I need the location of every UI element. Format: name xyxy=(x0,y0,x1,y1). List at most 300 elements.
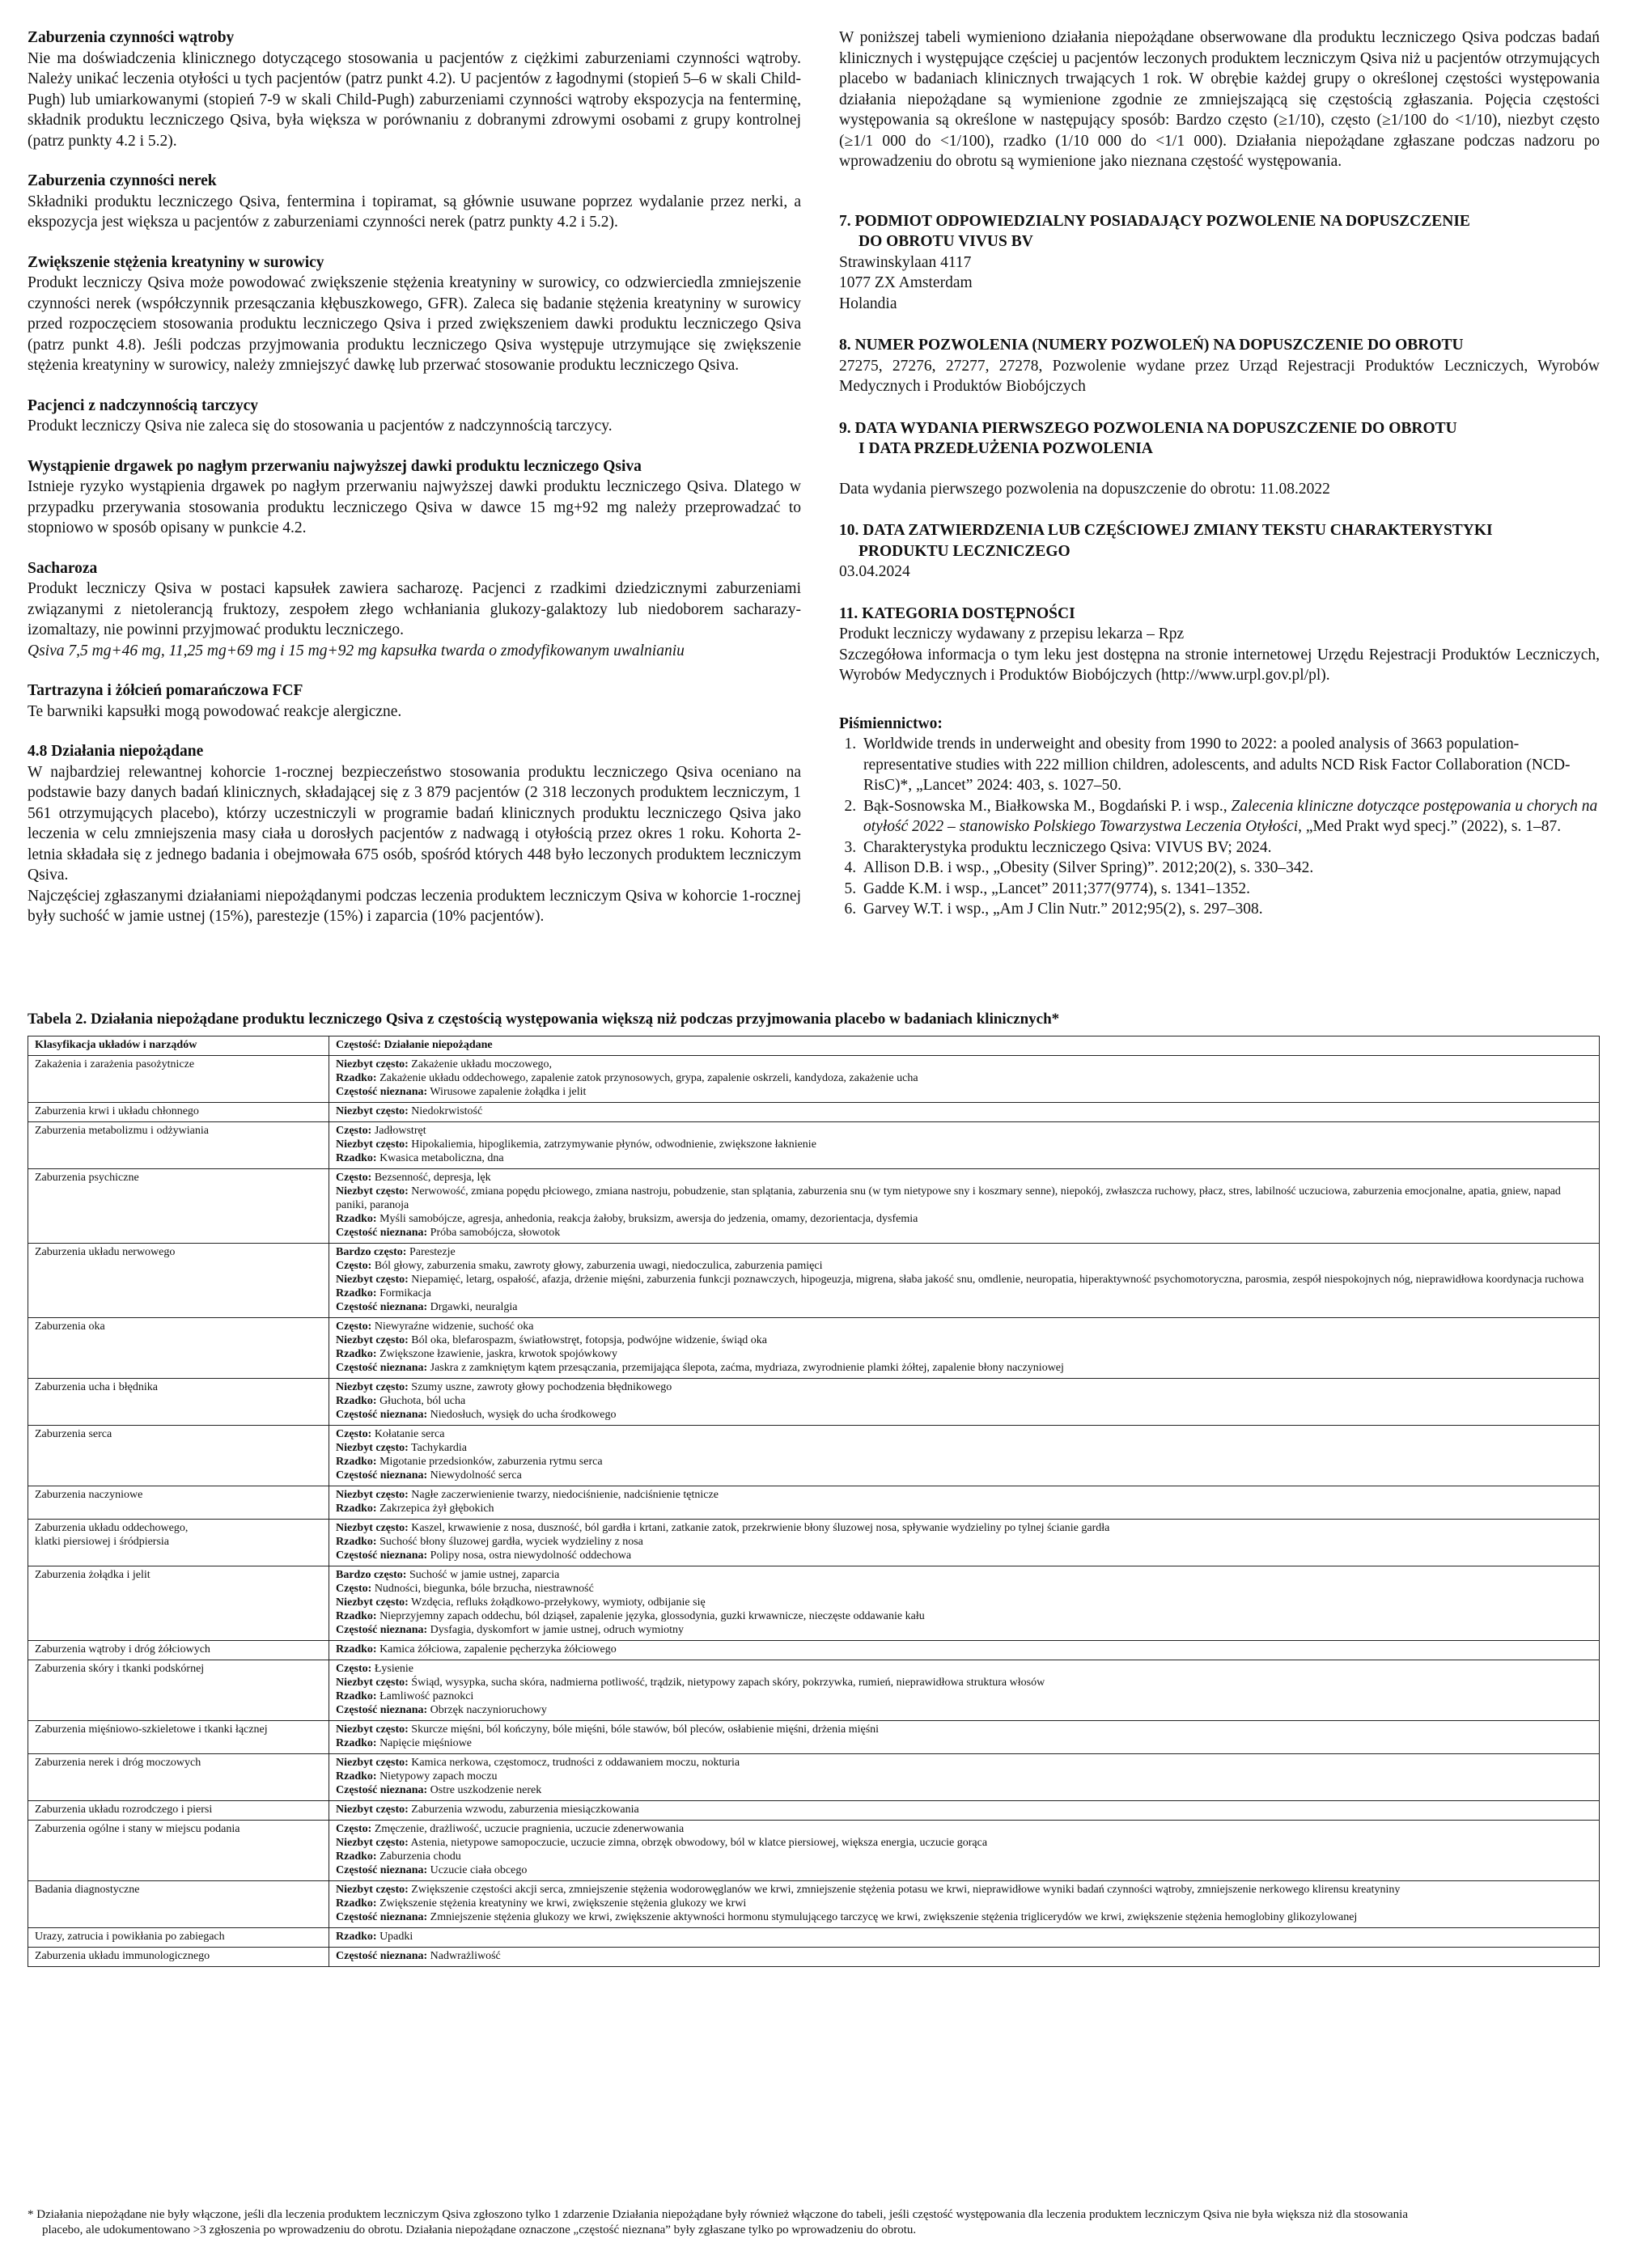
frequency-cell xyxy=(329,1660,1600,1721)
frequency-label: Często: xyxy=(336,1125,372,1137)
section-block xyxy=(28,680,801,722)
frequency-cell xyxy=(329,1103,1600,1122)
frequency-text: Szumy uszne, zawroty głowy pochodzenia błędnikowego xyxy=(408,1381,672,1393)
frequency-entry xyxy=(336,1104,1592,1118)
section-body: Nie ma doświadczenia klinicznego dotyczącego stosowania u pacjentów z ciężkimi zaburzeniami czynności wątroby. Należy unikać leczenia otyłości u tych pacjentów (patrz punkt 4.2). U pacjentów z łagodnymi (stopień 5–6 w skali Child-Pugh) lub umiarkowanymi (stopień 7-9 w skali Child-Pugh) zaburzeniami czynności wątroby ekspozycja na fenterminę, składnik produktu leczniczego Qsiva, była większa w porównaniu z dobranymi zdrowymi osobami z grupy kontrolnej (patrz punkty 4.2 i 5.2). xyxy=(28,49,801,150)
table-row xyxy=(28,1318,1600,1379)
frequency-entry xyxy=(336,1138,1592,1151)
frequency-text: Zaburzenia chodu xyxy=(376,1850,461,1863)
frequency-cell xyxy=(329,1754,1600,1801)
frequency-text: Niedosłuch, wysięk do ucha środkowego xyxy=(427,1409,617,1421)
frequency-label: Rzadko: xyxy=(336,1072,377,1084)
frequency-text: Ostre uszkodzenie nerek xyxy=(427,1784,542,1796)
reference-text-pre: Gadde K.M. i wsp., „Lancet” 2011;377(9774), s. 1341–1352. xyxy=(863,880,1251,897)
frequency-label: Częstość nieznana: xyxy=(336,1549,428,1562)
frequency-entry xyxy=(336,1723,1592,1736)
frequency-entry xyxy=(336,1212,1592,1226)
frequency-label: Niezbyt często: xyxy=(336,1381,409,1393)
frequency-entry xyxy=(336,1689,1592,1703)
section-heading: Zaburzenia czynności nerek xyxy=(28,172,217,189)
frequency-entry xyxy=(336,1822,1592,1836)
frequency-text: Napięcie mięśniowe xyxy=(376,1737,472,1749)
left-column xyxy=(28,28,801,947)
frequency-text: Migotanie przedsionków, zaburzenia rytmu serca xyxy=(376,1456,603,1468)
frequency-entry xyxy=(336,1609,1592,1623)
frequency-label: Niezbyt często: xyxy=(336,1442,409,1454)
organ-class-cell: Zakażenia i zarażenia pasożytnicze xyxy=(28,1056,329,1103)
frequency-label: Niezbyt często: xyxy=(336,1105,409,1117)
reference-text-pre: Worldwide trends in underweight and obesity from 1990 to 2022: a pooled analysis of 3663 population-representative studies with 222 million children, adolescents, and adults NCD Risk Factor Collaboration (NCD-RisC)*, „Lancet” 2024: 403, s. 1027–50. xyxy=(863,736,1571,794)
frequency-text: Niepamięć, letarg, ospałość, afazja, drżenie mięśni, zaburzenia funkcji poznawczych, hipogeuzja, migrena, słaba jakość snu, omdlenie, neuropatia, hiperaktywność psychomotoryczna, parosmia, zespół niespokojnych nóg, nieprawidłowa koordynacja ruchowa xyxy=(408,1274,1584,1286)
organ-class-cell: Zaburzenia serca xyxy=(28,1426,329,1486)
frequency-entry xyxy=(336,1897,1592,1910)
frequency-label: Częstość nieznana: xyxy=(336,1409,428,1421)
frequency-label: Rzadko: xyxy=(336,1643,377,1655)
frequency-entry xyxy=(336,1549,1592,1562)
section-heading: Zaburzenia czynności wątroby xyxy=(28,29,235,46)
frequency-text: Kwasica metaboliczna, dna xyxy=(376,1152,504,1164)
table-title: Tabela 2. Działania niepożądane produktu leczniczego Qsiva z częstością występowania większą niż podczas przyjmowania placebo w badaniach klinicznych* xyxy=(28,1011,1060,1028)
section-heading: Pacjenci z nadczynnością tarczycy xyxy=(28,396,259,414)
section-block xyxy=(28,171,801,233)
frequency-label: Często: xyxy=(336,1321,372,1333)
frequency-label: Bardzo często: xyxy=(336,1569,407,1581)
section-body: Produkt leczniczy Qsiva nie zaleca się do stosowania u pacjentów z nadczynnością tarczycy. xyxy=(28,418,613,435)
frequency-label: Rzadko: xyxy=(336,1287,377,1299)
frequency-label: Często: xyxy=(336,1583,372,1595)
frequency-text: Nadwrażliwość xyxy=(427,1950,501,1962)
frequency-label: Niezbyt często: xyxy=(336,1489,409,1501)
frequency-entry xyxy=(336,1320,1592,1333)
frequency-label: Częstość nieznana: xyxy=(336,1704,428,1716)
organ-class-cell: Urazy, zatrucia i powikłania po zabiegach xyxy=(28,1928,329,1948)
frequency-entry xyxy=(336,1756,1592,1770)
reference-item xyxy=(860,858,1600,879)
section-10-body: 03.04.2024 xyxy=(839,563,910,580)
organ-class-cell: Zaburzenia układu nerwowego xyxy=(28,1244,329,1318)
table-row xyxy=(28,1379,1600,1426)
section-10 xyxy=(839,520,1600,583)
section-10-heading-line2: PRODUKTU LECZNICZEGO xyxy=(859,542,1070,560)
table-row xyxy=(28,1801,1600,1821)
table-header-row xyxy=(28,1036,1600,1056)
frequency-text: Uczucie ciała obcego xyxy=(427,1864,528,1876)
references-list xyxy=(839,734,1600,920)
frequency-label: Niezbyt często: xyxy=(336,1522,409,1534)
section-block xyxy=(28,456,801,539)
table-row xyxy=(28,1881,1600,1928)
organ-class-cell: Zaburzenia nerek i dróg moczowych xyxy=(28,1754,329,1801)
frequency-entry xyxy=(336,1662,1592,1676)
frequency-text: Astenia, nietypowe samopoczucie, uczucie zimna, obrzęk obwodowy, ból w klatce piersiowej, większa energia, uczucie gorąca xyxy=(408,1837,988,1849)
frequency-text: Zmniejszenie stężenia glukozy we krwi, zwiększenie aktywności hormonu stymulującego tarczycę we krwi, zwiększenie stężenia triglicerydów we krwi, zwiększenie stężenia hemoglobiny glikozylowanej xyxy=(427,1911,1358,1923)
frequency-entry xyxy=(336,1361,1592,1375)
frequency-text: Nagłe zaczerwienienie twarzy, niedociśnienie, nadciśnienie tętnicze xyxy=(408,1489,719,1501)
frequency-entry xyxy=(336,1850,1592,1863)
organ-class-cell: Zaburzenia ogólne i stany w miejscu podania xyxy=(28,1821,329,1881)
organ-class-cell: Zaburzenia układu oddechowego, klatki piersiowej i śródpiersia xyxy=(28,1520,329,1566)
frequency-cell xyxy=(329,1721,1600,1754)
frequency-cell xyxy=(329,1881,1600,1928)
frequency-text: Zakażenie układu oddechowego, zapalenie zatok przynosowych, grypa, zapalenie oskrzeli, kandydoza, zakażenie ucha xyxy=(376,1072,918,1084)
frequency-label: Niezbyt często: xyxy=(336,1058,409,1070)
frequency-text: Suchość błony śluzowej gardła, wyciek wydzieliny z nosa xyxy=(376,1536,643,1548)
frequency-text: Polipy nosa, ostra niewydolność oddechowa xyxy=(427,1549,632,1562)
section-block xyxy=(28,396,801,437)
frequency-entry xyxy=(336,1469,1592,1482)
reference-item xyxy=(860,837,1600,858)
frequency-label: Częstość nieznana: xyxy=(336,1086,428,1098)
frequency-text: Nieprzyjemny zapach oddechu, ból dziąseł, zapalenie języka, glossodynia, guzki krwawnicze, nieczęste oddawanie kału xyxy=(376,1610,925,1622)
frequency-text: Wzdęcia, refluks żołądkowo-przełykowy, wymioty, odbijanie się xyxy=(408,1596,706,1609)
organ-class-cell: Zaburzenia krwi i układu chłonnego xyxy=(28,1103,329,1122)
section-9-heading-line2: I DATA PRZEDŁUŻENIA POZWOLENIA xyxy=(859,440,1153,457)
frequency-cell xyxy=(329,1948,1600,1967)
table-row xyxy=(28,1122,1600,1169)
table-row xyxy=(28,1660,1600,1721)
header-frequency: Częstość: Działanie niepożądane xyxy=(329,1036,1600,1056)
frequency-entry xyxy=(336,1259,1592,1273)
section-7-heading xyxy=(839,211,1600,252)
frequency-text: Hipokaliemia, hipoglikemia, zatrzymywanie płynów, odwodnienie, zwiększone łaknienie xyxy=(408,1138,816,1151)
table-row xyxy=(28,1821,1600,1881)
section-11-heading: 11. KATEGORIA DOSTĘPNOŚCI xyxy=(839,604,1075,622)
frequency-cell xyxy=(329,1566,1600,1641)
organ-class-cell: Zaburzenia oka xyxy=(28,1318,329,1379)
frequency-text: Parestezje xyxy=(406,1246,456,1258)
section-body: Składniki produktu leczniczego Qsiva, fentermina i topiramat, są głównie usuwane poprzez wydalanie przez nerki, a ekspozycja jest większa u pacjentów z zaburzeniami czynności nerek (patrz punkty 4.2 i 5.2). xyxy=(28,193,801,231)
frequency-entry xyxy=(336,1333,1592,1347)
section-heading: 4.8 Działania niepożądane xyxy=(28,743,204,760)
table-row xyxy=(28,1486,1600,1520)
section-italic-note: Qsiva 7,5 mg+46 mg, 11,25 mg+69 mg i 15 mg+92 mg kapsułka twarda o zmodyfikowanym uwalnianiu xyxy=(28,642,685,659)
frequency-entry xyxy=(336,1783,1592,1797)
table-row xyxy=(28,1721,1600,1754)
frequency-text: Formikacja xyxy=(376,1287,431,1299)
frequency-cell xyxy=(329,1379,1600,1426)
frequency-text: Upadki xyxy=(376,1931,413,1943)
frequency-entry xyxy=(336,1803,1592,1817)
frequency-entry xyxy=(336,1836,1592,1850)
frequency-text: Kamica żółciowa, zapalenie pęcherzyka żółciowego xyxy=(376,1643,617,1655)
frequency-text: Świąd, wysypka, sucha skóra, nadmierna potliwość, trądzik, nietypowy zapach skóry, pokrzywka, rumień, nieprawidłowa struktura włosów xyxy=(408,1677,1045,1689)
reference-item xyxy=(860,899,1600,920)
frequency-text: Skurcze mięśni, ból kończyny, bóle mięśni, bóle stawów, ból pleców, osłabienie mięśni, drżenia mięśni xyxy=(408,1723,880,1736)
frequency-label: Niezbyt często: xyxy=(336,1677,409,1689)
frequency-text: Zmęczenie, drażliwość, uczucie pragnienia, uczucie zdenerwowania xyxy=(371,1823,685,1835)
section-8 xyxy=(839,335,1600,397)
frequency-text: Nerwowość, zmiana popędu płciowego, zmiana nastroju, pobudzenie, stan splątania, zaburzenia snu (w tym nietypowe sny i koszmary senne), niepokój, zwłaszcza ruchowy, płacz, stres, labilność uczuciowa, zaburzenia emocjonalne, apatia, gniew, napad paniki, paranoja xyxy=(336,1185,1561,1211)
frequency-label: Niezbyt często: xyxy=(336,1185,409,1198)
frequency-entry xyxy=(336,1676,1592,1689)
organ-class-cell: Zaburzenia mięśniowo-szkieletowe i tkanki łącznej xyxy=(28,1721,329,1754)
frequency-label: Rzadko: xyxy=(336,1503,377,1515)
frequency-text: Myśli samobójcze, agresja, anhedonia, reakcja żałoby, bruksizm, awersja do jedzenia, omamy, dezorientacja, dysfemia xyxy=(376,1213,918,1225)
frequency-label: Rzadko: xyxy=(336,1737,377,1749)
frequency-entry xyxy=(336,1455,1592,1469)
section-body: W najbardziej relewantnej kohorcie 1-rocznej bezpieczeństwo stosowania produktu leczniczego Qsiva oceniano na podstawie bazy danych badań klinicznych, składającej się z 3 879 pacjentów (2 318 leczonych produktem leczniczym, 1 561 otrzymujących placebo), którzy uczestniczyli w programie badań klinicznych produktu leczniczego Qsiva jako leczenia w celu zmniejszenia masy ciała u dorosłych pacjentów z nadwagą i otyłością przez okres 1 roku. Kohorta 2-letnia składała się z jednego badania i obejmowała 675 osób, spośród których 448 było leczonych produktem leczniczym Qsiva. Najczęściej zgłaszanymi działaniami niepożądanymi podczas leczenia produktem leczniczym Qsiva w kohorcie 1-rocznej były suchość w jamie ustnej (15%), parestezje (15%) i zaparcia (10% pacjentów). xyxy=(28,763,801,925)
frequency-label: Rzadko: xyxy=(336,1690,377,1702)
frequency-text: Niewyraźne widzenie, suchość oka xyxy=(371,1321,534,1333)
frequency-text: Zwiększone łzawienie, jaskra, krwotok spojówkowy xyxy=(376,1348,617,1360)
frequency-text: Głuchota, ból ucha xyxy=(376,1395,466,1407)
frequency-text: Zakrzepica żył głębokich xyxy=(376,1503,494,1515)
organ-class-cell: Zaburzenia ucha i błędnika xyxy=(28,1379,329,1426)
section-heading: Wystąpienie drgawek po nagłym przerwaniu najwyższej dawki produktu leczniczego Qsiva xyxy=(28,457,642,475)
frequency-entry xyxy=(336,1770,1592,1783)
reference-text-pre: Garvey W.T. i wsp., „Am J Clin Nutr.” 2012;95(2), s. 297–308. xyxy=(863,901,1263,918)
frequency-entry xyxy=(336,1171,1592,1185)
frequency-label: Niezbyt często: xyxy=(336,1334,409,1346)
section-block xyxy=(28,741,801,927)
frequency-entry xyxy=(336,1185,1592,1212)
section-heading: Zwiększenie stężenia kreatyniny w surowicy xyxy=(28,253,324,271)
frequency-entry xyxy=(336,1521,1592,1535)
frequency-text: Łamliwość paznokci xyxy=(376,1690,474,1702)
frequency-entry xyxy=(336,1736,1592,1750)
reference-text-ital: Zalecenia kliniczne dotyczące postępowania u chorych na otyłość 2022 – stanowisko Polskiego Towarzystwa Leczenia Otyłości xyxy=(863,797,1598,835)
frequency-text: Jaskra z zamkniętym kątem przesączania, przemijająca ślepota, zaćma, mydriaza, zwyrodnienie plamki żółtej, zapalenie błony naczyniowej xyxy=(427,1362,1064,1374)
adverse-reactions-intro: W poniższej tabeli wymieniono działania niepożądane obserwowane dla produktu leczniczego Qsiva podczas badań klinicznych i występujące częściej u pacjentów leczonych produktem leczniczym Qsiva niż u pacjentów otrzymujących placebo w badaniach klinicznych trwających 1 rok. W obrębie każdej grupy o określonej częstości występowania działania niepożądane są wymienione zgodnie ze zmniejszającą się częstością zgłaszania. Pojęcia częstości występowania są określone w następujący sposób: Bardzo często (≥1/10), często (≥1/100 do <1/10), niezbyt często (≥1/1 000 do <1/100), rzadko (1/10 000 do <1/1 000). Działania niepożądane zgłaszane podczas nadzoru po wprowadzeniu do obrotu są wymienione jako nieznana częstość występowania. xyxy=(839,29,1600,170)
frequency-label: Często: xyxy=(336,1823,372,1835)
frequency-entry xyxy=(336,1347,1592,1361)
section-7-heading-line1: 7. PODMIOT ODPOWIEDZIALNY POSIADAJĄCY POZWOLENIE NA DOPUSZCZENIE xyxy=(839,212,1470,230)
frequency-label: Rzadko: xyxy=(336,1213,377,1225)
frequency-text: Nudności, biegunka, bóle brzucha, niestrawność xyxy=(371,1583,594,1595)
section-10-heading xyxy=(839,520,1600,562)
frequency-label: Niezbyt często: xyxy=(336,1884,409,1896)
frequency-entry xyxy=(336,1085,1592,1099)
frequency-cell xyxy=(329,1486,1600,1520)
section-body: Te barwniki kapsułki mogą powodować reakcje alergiczne. xyxy=(28,702,402,720)
frequency-text: Kołatanie serca xyxy=(371,1428,445,1440)
table-row xyxy=(28,1754,1600,1801)
section-11 xyxy=(839,604,1600,686)
reference-text-pre: Allison D.B. i wsp., „Obesity (Silver Spring)”. 2012;20(2), s. 330–342. xyxy=(863,859,1314,876)
frequency-label: Rzadko: xyxy=(336,1536,377,1548)
organ-class-cell: Zaburzenia psychiczne xyxy=(28,1169,329,1244)
section-11-body: Produkt leczniczy wydawany z przepisu lekarza – Rpz Szczegółowa informacja o tym leku jest dostępna na stronie internetowej Urzędu Rejestracji Produktów Leczniczych, Wyrobów Medycznych i Produktów Biobójczych (http://www.urpl.gov.pl/pl). xyxy=(839,625,1600,684)
frequency-text: Jadłowstręt xyxy=(371,1125,426,1137)
frequency-cell xyxy=(329,1801,1600,1821)
frequency-entry xyxy=(336,1394,1592,1408)
frequency-label: Niezbyt często: xyxy=(336,1596,409,1609)
frequency-entry xyxy=(336,1124,1592,1138)
frequency-label: Niezbyt często: xyxy=(336,1138,409,1151)
frequency-entry xyxy=(336,1643,1592,1656)
table-row xyxy=(28,1426,1600,1486)
frequency-text: Łysienie xyxy=(371,1663,414,1675)
organ-class-cell: Badania diagnostyczne xyxy=(28,1881,329,1928)
frequency-text: Kaszel, krwawienie z nosa, duszność, ból gardła i krtani, zatkanie zatok, przekrwienie błony śluzowej nosa, spływanie wydzieliny po tylnej ścianie gardła xyxy=(408,1522,1110,1534)
frequency-text: Ból głowy, zaburzenia smaku, zawroty głowy, zaburzenia uwagi, niedoczulica, zaburzenia pamięci xyxy=(371,1260,823,1272)
reference-text-pre: Charakterystyka produktu leczniczego Qsiva: VIVUS BV; 2024. xyxy=(863,838,1272,856)
frequency-label: Niezbyt często: xyxy=(336,1757,409,1769)
frequency-entry xyxy=(336,1535,1592,1549)
frequency-label: Niezbyt często: xyxy=(336,1804,409,1816)
frequency-cell xyxy=(329,1641,1600,1660)
organ-class-cell: Zaburzenia metabolizmu i odżywiania xyxy=(28,1122,329,1169)
right-column xyxy=(839,28,1600,920)
frequency-label: Częstość nieznana: xyxy=(336,1227,428,1239)
frequency-label: Rzadko: xyxy=(336,1931,377,1943)
frequency-entry xyxy=(336,1863,1592,1877)
reference-text-post: , „Med Prakt wyd specj.” (2022), s. 1–87. xyxy=(1298,818,1562,835)
frequency-label: Często: xyxy=(336,1260,372,1272)
frequency-text: Kamica nerkowa, częstomocz, trudności z oddawaniem moczu, nokturia xyxy=(408,1757,740,1769)
frequency-cell xyxy=(329,1169,1600,1244)
table-row xyxy=(28,1520,1600,1566)
section-9 xyxy=(839,418,1600,500)
organ-class-cell: Zaburzenia naczyniowe xyxy=(28,1486,329,1520)
section-8-heading: 8. NUMER POZWOLENIA (NUMERY POZWOLEŃ) NA DOPUSZCZENIE DO OBROTU xyxy=(839,337,1464,354)
frequency-entry xyxy=(336,1949,1592,1963)
reference-item xyxy=(860,734,1600,796)
frequency-label: Często: xyxy=(336,1428,372,1440)
section-body: Produkt leczniczy Qsiva może powodować zwiększenie stężenia kreatyniny w surowicy, co odzwierciedla zmniejszenie czynności nerek (współczynnik przesączania kłębuszkowego, GFR). Zaleca się badanie stężenia kreatyniny w surowicy przed rozpoczęciem stosowania produktu leczniczego Qsiva i przed zwiększeniem dawki produktu leczniczego Qsiva (patrz punkt 4.8). Jeśli podczas przyjmowania produktu leczniczego Qsiva występuje utrzymujące się zwiększenie stężenia kreatyniny w surowicy, należy zmniejszyć dawkę lub przerwać stosowanie produktu leczniczego Qsiva. xyxy=(28,274,801,374)
frequency-label: Częstość nieznana: xyxy=(336,1950,428,1962)
frequency-cell xyxy=(329,1122,1600,1169)
section-7 xyxy=(839,211,1600,315)
frequency-label: Rzadko: xyxy=(336,1348,377,1360)
section-heading: Sacharoza xyxy=(28,559,98,577)
adverse-reactions-table xyxy=(28,1036,1600,1967)
frequency-text: Próba samobójcza, słowotok xyxy=(427,1227,561,1239)
section-9-heading xyxy=(839,418,1600,460)
table-footnote xyxy=(28,2207,1581,2238)
frequency-entry xyxy=(336,1910,1592,1924)
frequency-entry xyxy=(336,1502,1592,1516)
frequency-entry xyxy=(336,1488,1592,1502)
section-block xyxy=(28,28,801,151)
frequency-label: Często: xyxy=(336,1663,372,1675)
frequency-entry xyxy=(336,1300,1592,1314)
frequency-label: Rzadko: xyxy=(336,1395,377,1407)
section-body: Istnieje ryzyko wystąpienia drgawek po nagłym przerwaniu najwyższej dawki produktu leczniczego Qsiva. Dlatego w przypadku przerywania stosowania produktu leczniczego Qsiva w dawce 15 mg+92 mg należy przeprowadzać to stopniowo w sposób opisany w punkcie 4.2. xyxy=(28,478,801,536)
organ-class-cell: Zaburzenia układu immunologicznego xyxy=(28,1948,329,1967)
frequency-cell xyxy=(329,1821,1600,1881)
table-row xyxy=(28,1641,1600,1660)
section-body: Produkt leczniczy Qsiva w postaci kapsułek zawiera sacharozę. Pacjenci z rzadkimi dziedzicznymi zaburzeniami związanymi z nietolerancją fruktozy, zespołem złego wchłaniania glukozy-galaktozy lub niedoborem sacharazy-izomaltazy, nie powinni przyjmować produktu leczniczego. xyxy=(28,580,801,638)
frequency-label: Częstość nieznana: xyxy=(336,1911,428,1923)
table-row xyxy=(28,1566,1600,1641)
frequency-text: Suchość w jamie ustnej, zaparcia xyxy=(406,1569,560,1581)
frequency-text: Zakażenie układu moczowego, xyxy=(408,1058,553,1070)
section-9-body: Data wydania pierwszego pozwolenia na dopuszczenie do obrotu: 11.08.2022 xyxy=(839,480,1330,498)
frequency-label: Niezbyt często: xyxy=(336,1723,409,1736)
frequency-entry xyxy=(336,1380,1592,1394)
frequency-cell xyxy=(329,1056,1600,1103)
frequency-entry xyxy=(336,1930,1592,1944)
frequency-entry xyxy=(336,1596,1592,1609)
section-block xyxy=(28,558,801,662)
reference-text-pre: Bąk-Sosnowska M., Białkowska M., Bogdański P. i wsp., xyxy=(863,797,1232,815)
frequency-label: Rzadko: xyxy=(336,1897,377,1910)
frequency-text: Niewydolność serca xyxy=(427,1469,522,1482)
frequency-entry xyxy=(336,1287,1592,1300)
section-7-heading-line2: DO OBROTU VIVUS BV xyxy=(859,233,1033,250)
frequency-text: Bezsenność, depresja, lęk xyxy=(371,1172,491,1184)
frequency-entry xyxy=(336,1441,1592,1455)
section-heading: Tartrazyna i żółcień pomarańczowa FCF xyxy=(28,682,303,699)
frequency-cell xyxy=(329,1520,1600,1566)
table-row xyxy=(28,1244,1600,1318)
frequency-label: Niezbyt często: xyxy=(336,1837,409,1849)
organ-class-cell: Zaburzenia żołądka i jelit xyxy=(28,1566,329,1641)
frequency-label: Częstość nieznana: xyxy=(336,1362,428,1374)
frequency-label: Rzadko: xyxy=(336,1456,377,1468)
frequency-text: Obrzęk naczynioruchowy xyxy=(427,1704,547,1716)
frequency-label: Rzadko: xyxy=(336,1152,377,1164)
frequency-entry xyxy=(336,1058,1592,1071)
references-title: Piśmiennictwo: xyxy=(839,714,943,732)
frequency-text: Zwiększenie częstości akcji serca, zmniejszenie stężenia wodorowęglanów we krwi, zmniejszenie stężenia potasu we krwi, nieprawidłowe wyniki badań czynności wątroby, zmniejszenie nerkowego klirensu kreatyniny xyxy=(408,1884,1401,1896)
frequency-cell xyxy=(329,1426,1600,1486)
reference-item xyxy=(860,796,1600,837)
frequency-label: Rzadko: xyxy=(336,1850,377,1863)
frequency-entry xyxy=(336,1883,1592,1897)
frequency-label: Rzadko: xyxy=(336,1770,377,1783)
frequency-text: Zwiększenie stężenia kreatyniny we krwi, zwiększenie stężenia glukozy we krwi xyxy=(376,1897,747,1910)
frequency-entry xyxy=(336,1582,1592,1596)
frequency-text: Wirusowe zapalenie żołądka i jelit xyxy=(427,1086,587,1098)
frequency-entry xyxy=(336,1568,1592,1582)
frequency-entry xyxy=(336,1226,1592,1240)
frequency-label: Częstość nieznana: xyxy=(336,1301,428,1313)
frequency-label: Częstość nieznana: xyxy=(336,1624,428,1636)
section-block xyxy=(28,252,801,376)
section-9-heading-line1: 9. DATA WYDANIA PIERWSZEGO POZWOLENIA NA DOPUSZCZENIE DO OBROTU xyxy=(839,419,1457,437)
frequency-entry xyxy=(336,1703,1592,1717)
section-8-body: 27275, 27276, 27277, 27278, Pozwolenie wydane przez Urząd Rejestracji Produktów Leczniczych, Wyrobów Medycznych i Produktów Biobójczych xyxy=(839,357,1600,395)
frequency-text: Ból oka, blefarospazm, światłowstręt, fotopsja, podwójne widzenie, świąd oka xyxy=(408,1334,768,1346)
frequency-label: Bardzo często: xyxy=(336,1246,407,1258)
frequency-text: Niedokrwistość xyxy=(408,1105,483,1117)
header-organ-class: Klasyfikacja układów i narządów xyxy=(28,1036,329,1056)
frequency-entry xyxy=(336,1623,1592,1637)
table-row xyxy=(28,1928,1600,1948)
frequency-text: Tachykardia xyxy=(408,1442,468,1454)
frequency-label: Częstość nieznana: xyxy=(336,1864,428,1876)
frequency-cell xyxy=(329,1244,1600,1318)
frequency-entry xyxy=(336,1273,1592,1287)
frequency-label: Częstość nieznana: xyxy=(336,1784,428,1796)
frequency-entry xyxy=(336,1245,1592,1259)
organ-class-cell: Zaburzenia skóry i tkanki podskórnej xyxy=(28,1660,329,1721)
organ-class-cell: Zaburzenia wątroby i dróg żółciowych xyxy=(28,1641,329,1660)
frequency-entry xyxy=(336,1408,1592,1422)
frequency-entry xyxy=(336,1151,1592,1165)
frequency-label: Rzadko: xyxy=(336,1610,377,1622)
footnote-line1: * Działania niepożądane nie były włączone, jeśli dla leczenia produktem leczniczym Qsiva zgłoszono tylko 1 zdarzenie Działania niepożądane były również włączone do tabeli, jeśli częstość występowania dla leczenia produktem leczniczym Qsiva nie była większa niż dla stosowania xyxy=(28,2208,1408,2221)
frequency-text: Dysfagia, dyskomfort w jamie ustnej, odruch wymiotny xyxy=(427,1624,685,1636)
frequency-label: Często: xyxy=(336,1172,372,1184)
frequency-label: Częstość nieznana: xyxy=(336,1469,428,1482)
frequency-text: Zaburzenia wzwodu, zaburzenia miesiączkowania xyxy=(408,1804,639,1816)
frequency-text: Drgawki, neuralgia xyxy=(427,1301,518,1313)
reference-item xyxy=(860,879,1600,900)
frequency-entry xyxy=(336,1071,1592,1085)
frequency-cell xyxy=(329,1318,1600,1379)
footnote-line2: placebo, ale udokumentowano >3 zgłoszenia po wprowadzeniu do obrotu. Działania niepożądane oznaczone „częstość nieznana” były zgłaszane tylko po wprowadzeniu do obrotu. xyxy=(42,2223,917,2236)
table-row xyxy=(28,1948,1600,1967)
section-10-heading-line1: 10. DATA ZATWIERDZENIA LUB CZĘŚCIOWEJ ZMIANY TEKSTU CHARAKTERYSTYKI xyxy=(839,522,1493,539)
table-row xyxy=(28,1056,1600,1103)
table-row xyxy=(28,1103,1600,1122)
table-row xyxy=(28,1169,1600,1244)
frequency-text: Nietypowy zapach moczu xyxy=(376,1770,498,1783)
frequency-cell xyxy=(329,1928,1600,1948)
